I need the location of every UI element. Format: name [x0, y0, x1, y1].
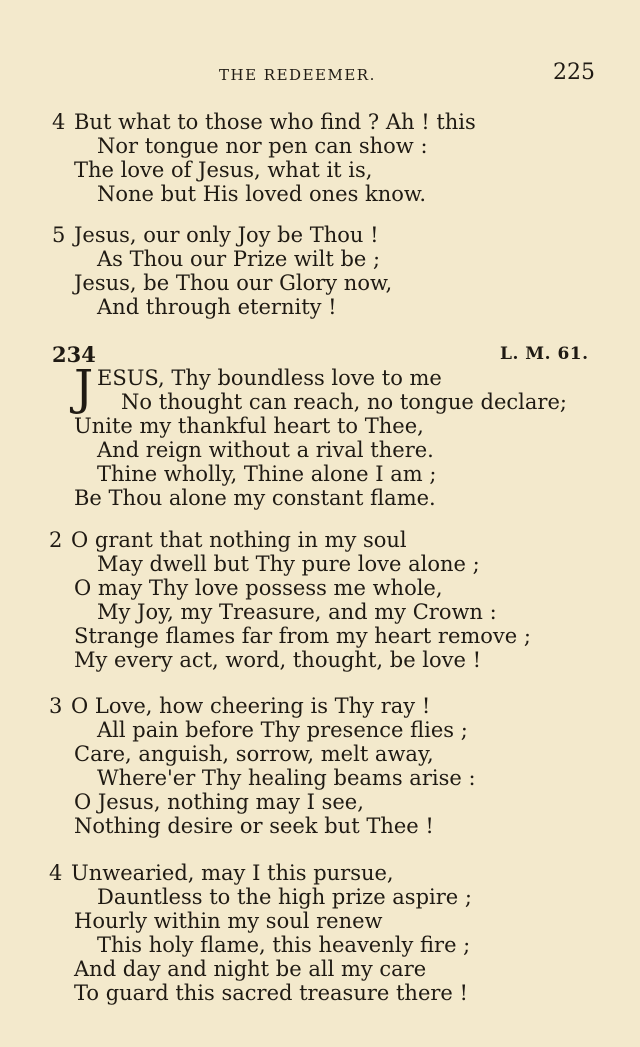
- stanza-line: Nor tongue nor pen can show :: [97, 134, 428, 158]
- stanza-line: May dwell but Thy pure love alone ;: [97, 552, 480, 576]
- stanza-line: Dauntless to the high prize aspire ;: [97, 885, 472, 909]
- stanza-line: [49, 694, 430, 718]
- stanza-line: My every act, word, thought, be love !: [74, 648, 482, 672]
- page-number: 225: [553, 60, 595, 85]
- hymn-meter: L. M. 61.: [500, 344, 589, 364]
- stanza-line: As Thou our Prize wilt be ;: [97, 247, 381, 271]
- stanza-line: The love of Jesus, what it is,: [74, 158, 373, 182]
- stanza-line: Thine wholly, Thine alone I am ;: [97, 462, 437, 486]
- stanza-number: 2: [49, 528, 63, 552]
- stanza-line: And day and night be all my care: [74, 957, 427, 981]
- verse-text: Jesus, our only Joy be Thou !: [74, 223, 379, 247]
- stanza-line: My Joy, my Treasure, and my Crown :: [97, 600, 497, 624]
- verse-text: O Love, how cheering is Thy ray !: [71, 694, 431, 718]
- stanza-line: Jesus, be Thou our Glory now,: [74, 271, 393, 295]
- stanza-line: This holy flame, this heavenly fire ;: [97, 933, 471, 957]
- stanza-line: O may Thy love possess me whole,: [74, 576, 443, 600]
- stanza-number: 4: [49, 861, 63, 885]
- verse-text: O grant that nothing in my soul: [71, 528, 407, 552]
- stanza-line: [52, 110, 476, 134]
- stanza-line: And through eternity !: [97, 295, 337, 319]
- stanza-line: [49, 861, 394, 885]
- stanza-line: Unite my thankful heart to Thee,: [74, 414, 424, 438]
- drop-cap: J: [74, 360, 94, 416]
- hymn-number: 234: [52, 342, 96, 367]
- stanza-line: Strange flames far from my heart remove ;: [74, 624, 531, 648]
- stanza-line: And reign without a rival there.: [97, 438, 434, 462]
- stanza-line: All pain before Thy presence flies ;: [97, 718, 468, 742]
- stanza-line: To guard this sacred treasure there !: [74, 981, 468, 1005]
- verse-text: Unwearied, may I this pursue,: [71, 861, 394, 885]
- stanza-line: Where'er Thy healing beams arise :: [97, 766, 476, 790]
- stanza-number: 5: [52, 223, 66, 247]
- running-title: THE REDEEMER.: [219, 66, 376, 84]
- stanza-line: None but His loved ones know.: [97, 182, 427, 206]
- stanza-line: [52, 223, 379, 247]
- stanza-line: Hourly within my soul renew: [74, 909, 383, 933]
- stanza-line: ESUS, Thy boundless love to me: [97, 366, 442, 390]
- stanza-number: 4: [52, 110, 66, 134]
- stanza-line: O Jesus, nothing may I see,: [74, 790, 364, 814]
- stanza-line: Nothing desire or seek but Thee !: [74, 814, 434, 838]
- stanza-line: Be Thou alone my constant flame.: [74, 486, 436, 510]
- running-head: [0, 60, 640, 90]
- stanza-number: 3: [49, 694, 63, 718]
- verse-text: But what to those who find ? Ah ! this: [74, 110, 476, 134]
- stanza-line: [49, 528, 407, 552]
- stanza-line: No thought can reach, no tongue declare;: [121, 390, 567, 414]
- stanza-line: Care, anguish, sorrow, melt away,: [74, 742, 434, 766]
